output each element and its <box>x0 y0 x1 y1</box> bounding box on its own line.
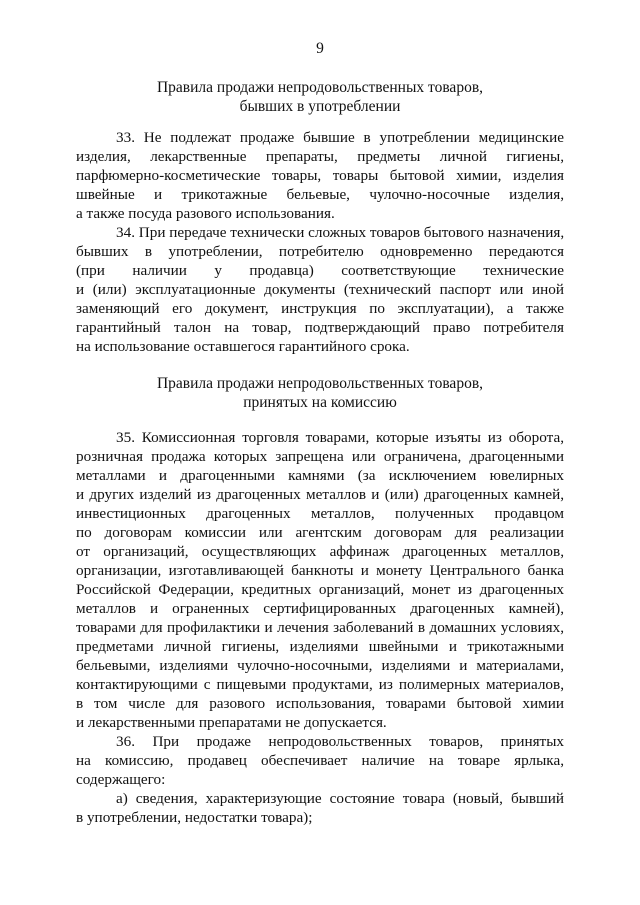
text-line: предметами личной гигиены, изделиями швейными и трикотажными <box>76 638 564 655</box>
section-body-used-goods <box>76 128 564 356</box>
text-line: заменяющий его документ, инструкция по эксплуатации), а также <box>76 300 564 317</box>
text-line: от организаций, осуществляющих аффинаж драгоценных металлов, <box>76 543 564 560</box>
heading-line: Правила продажи непродовольственных товаров, <box>156 79 484 96</box>
text-line: 36. При продаже непродовольственных товаров, принятых <box>116 733 564 750</box>
text-line: товарами для профилактики и лечения заболеваний в домашних условиях, <box>76 619 564 636</box>
section-heading-commission-goods <box>60 374 580 412</box>
section-body-commission-goods <box>76 428 564 827</box>
paragraph-34 <box>76 223 564 356</box>
text-line: гарантийный талон на товар, подтверждающий право потребителя <box>76 319 564 336</box>
section-heading-used-goods <box>60 78 580 116</box>
text-line: и других изделий из драгоценных металлов и (или) драгоценных камней, <box>76 486 564 503</box>
text-line: металлами и драгоценными камнями (за исключением ювелирных <box>76 467 564 484</box>
page-number: 9 <box>316 40 324 57</box>
text-line: 35. Комиссионная торговля товарами, которые изъяты из оборота, <box>116 429 564 446</box>
text-line: контактирующими с пищевыми продуктами, из полимерных материалов, <box>76 676 564 693</box>
text-line: изделия, лекарственные препараты, предметы личной гигиены, <box>76 148 564 165</box>
paragraph-36-a <box>76 789 564 827</box>
text-line: 33. Не подлежат продаже бывшие в употреблении медицинские <box>116 129 564 146</box>
text-line: в том числе для разового использования, товарами бытовой химии <box>76 695 564 712</box>
text-line: швейные и трикотажные бельевые, чулочно-носочные изделия, <box>76 186 564 203</box>
text-line: и (или) эксплуатационные документы (технический паспорт или иной <box>76 281 564 298</box>
heading-line: бывших в употреблении <box>239 98 401 115</box>
text-line: содержащего: <box>76 771 166 788</box>
text-line: по договорам комиссии или агентским договорам для реализации <box>76 524 564 541</box>
text-line: инвестиционных драгоценных металлов, полученных продавцом <box>76 505 564 522</box>
paragraph-33 <box>76 128 564 223</box>
text-line: Российской Федерации, кредитных организаций, монет из драгоценных <box>76 581 564 598</box>
text-line: и лекарственными препаратами не допускается. <box>76 714 387 731</box>
text-line: а) сведения, характеризующие состояние товара (новый, бывший <box>116 790 564 807</box>
paragraph-36 <box>76 732 564 789</box>
text-line: на использование оставшегося гарантийного срока. <box>76 338 410 355</box>
text-line: на комиссию, продавец обеспечивает наличие на товаре ярлыка, <box>76 752 564 769</box>
text-line: бельевыми, изделиями чулочно-носочными, изделиями и материалами, <box>76 657 564 674</box>
text-line: в употреблении, недостатки товара); <box>76 809 313 826</box>
heading-line: принятых на комиссию <box>243 394 397 411</box>
text-line: а также посуда разового использования. <box>76 205 335 222</box>
text-line: парфюмерно-косметические товары, товары бытовой химии, изделия <box>76 167 564 184</box>
text-line: (при наличии у продавца) соответствующие технические <box>76 262 564 279</box>
text-line: 34. При передаче технически сложных товаров бытового назначения, <box>116 224 565 241</box>
text-line: металлов и ограненных сертифицированных драгоценных камней), <box>76 600 564 617</box>
paragraph-35 <box>76 428 564 732</box>
text-line: бывших в употреблении, потребителю одновременно передаются <box>76 243 564 260</box>
text-line: розничная продажа которых запрещена или ограничена, драгоценными <box>76 448 564 465</box>
text-line: организации, изготавливающей банкноты и монету Центрального банка <box>76 562 564 579</box>
heading-line: Правила продажи непродовольственных товаров, <box>156 375 484 392</box>
